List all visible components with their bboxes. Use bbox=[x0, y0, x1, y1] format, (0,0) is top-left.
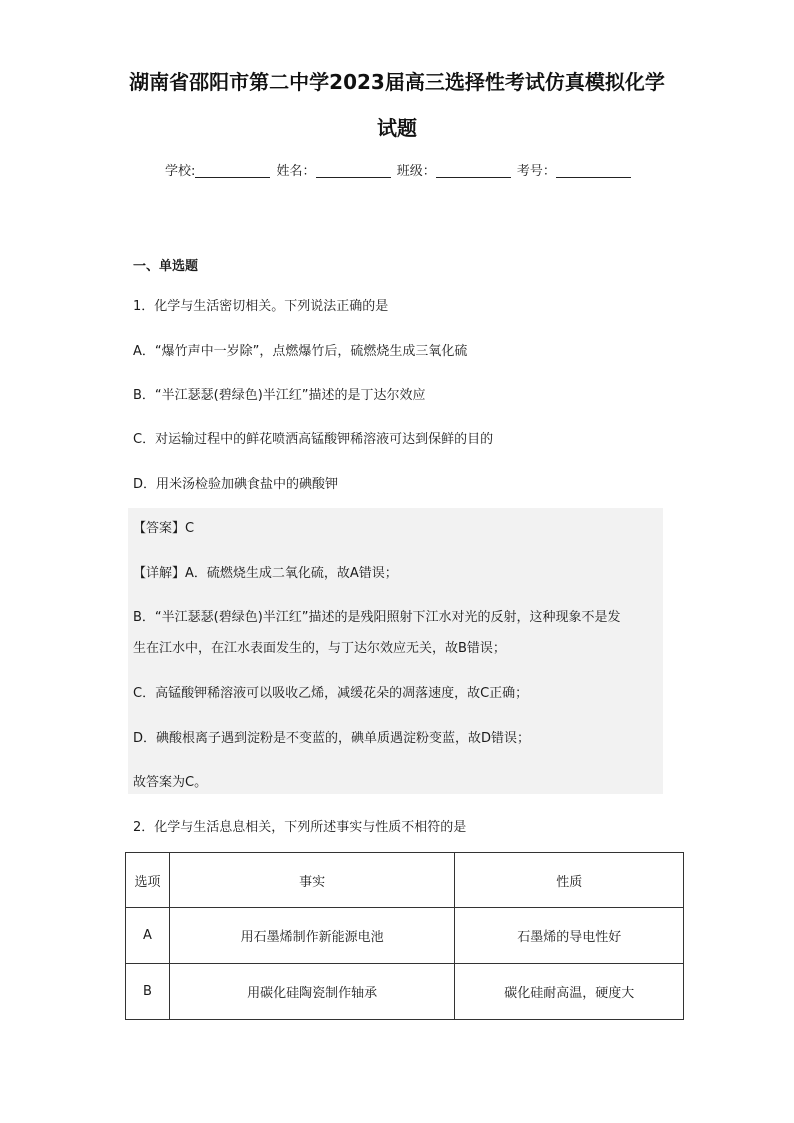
question-2-stem: 2．化学与生活息息相关，下列所述事实与性质不相符的是 bbox=[133, 820, 467, 835]
explanation-line: 【详解】A．硫燃烧生成二氧化硫，故A错误； bbox=[133, 566, 398, 581]
question-1-stem: 1．化学与生活密切相关。下列说法正确的是 bbox=[133, 299, 389, 314]
student-info-row bbox=[165, 160, 633, 179]
name-blank bbox=[316, 163, 391, 178]
table-cell: 用石墨烯制作新能源电池 bbox=[169, 908, 454, 964]
class-label: 班级： bbox=[396, 164, 436, 179]
explanation-line: D．碘酸根离子遇到淀粉是不变蓝的，碘单质遇淀粉变蓝，故D错误； bbox=[133, 731, 531, 746]
school-blank bbox=[195, 163, 270, 178]
section-heading: 一、单选题 bbox=[133, 259, 199, 274]
table-row bbox=[126, 964, 684, 1020]
question-1-option-c: C．对运输过程中的鲜花喷洒高锰酸钾稀溶液可达到保鲜的目的 bbox=[133, 432, 494, 447]
class-blank bbox=[436, 163, 511, 178]
name-label: 姓名： bbox=[276, 164, 316, 179]
table-header-cell: 性质 bbox=[455, 853, 684, 908]
table-header-cell: 事实 bbox=[169, 853, 454, 908]
exam-no-blank bbox=[556, 163, 631, 178]
table-cell: 石墨烯的导电性好 bbox=[455, 908, 684, 964]
table-row bbox=[126, 908, 684, 964]
exam-title-line2: 试题 bbox=[377, 116, 417, 140]
exam-title-line1: 湖南省邵阳市第二中学2023届高三选择性考试仿真模拟化学 bbox=[129, 70, 665, 94]
table-header-cell: 选项 bbox=[126, 853, 170, 908]
answer-text: 【答案】C bbox=[133, 521, 195, 536]
explanation-line: 生在江水中，在江水表面发生的，与丁达尔效应无关，故B错误； bbox=[133, 641, 506, 656]
table-cell: 碳化硅耐高温，硬度大 bbox=[455, 964, 684, 1020]
question-1-option-a: A．“爆竹声中一岁除”，点燃爆竹后，硫燃烧生成三氧化硫 bbox=[133, 344, 468, 359]
table-cell: 用碳化硅陶瓷制作轴承 bbox=[169, 964, 454, 1020]
explanation-line: 故答案为C。 bbox=[133, 775, 208, 790]
question-1-option-d: D．用米汤检验加碘食盐中的碘酸钾 bbox=[133, 477, 339, 492]
table-header-row bbox=[126, 853, 684, 908]
exam-no-label: 考号： bbox=[516, 164, 556, 179]
explanation-line: C．高锰酸钾稀溶液可以吸收乙烯，减缓花朵的凋落速度，故C正确； bbox=[133, 686, 529, 701]
school-label: 学校: bbox=[165, 164, 196, 179]
explanation-line: B．“半江瑟瑟(碧绿色)半江红”描述的是残阳照射下江水对光的反射，这种现象不是发 bbox=[133, 610, 621, 625]
table-cell: A bbox=[126, 908, 170, 964]
question-1-option-b: B．“半江瑟瑟(碧绿色)半江红”描述的是丁达尔效应 bbox=[133, 388, 426, 403]
question-2-table bbox=[125, 852, 684, 1020]
table-cell: B bbox=[126, 964, 170, 1020]
